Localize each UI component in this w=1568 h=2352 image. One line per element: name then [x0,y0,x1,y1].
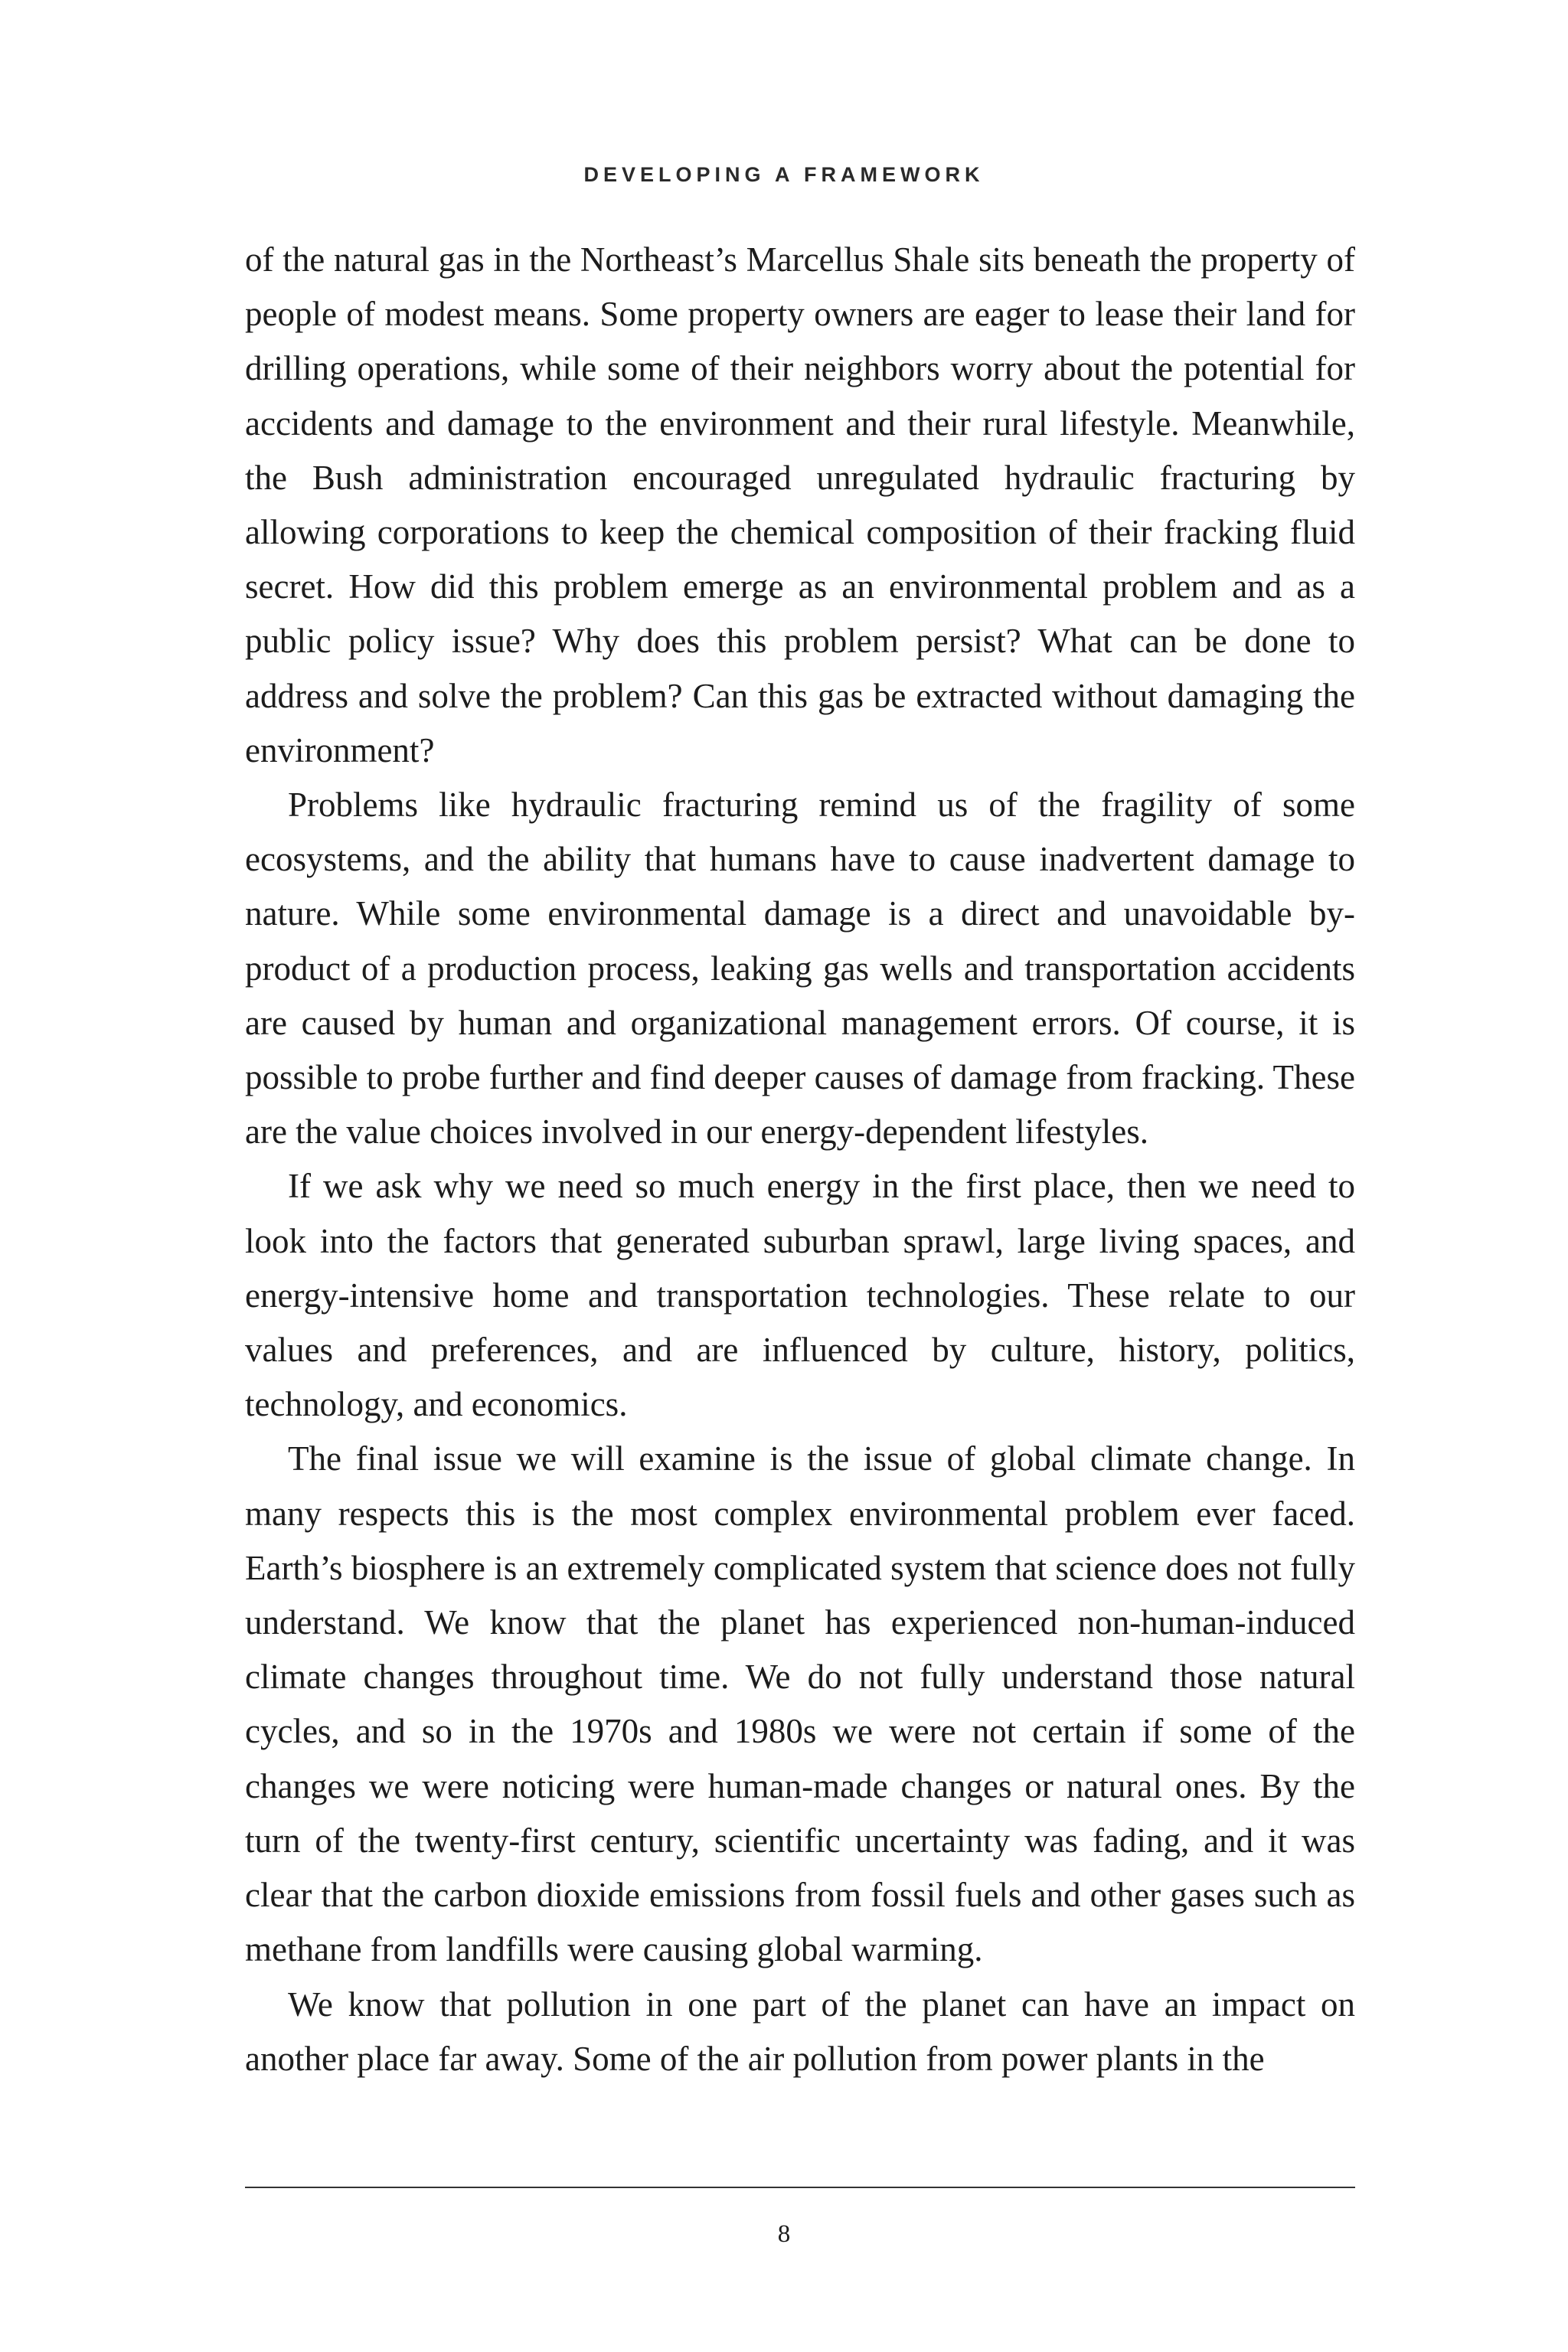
body-text [245,233,1355,2086]
paragraph-3: If we ask why we need so much energy in the first place, then we need to look into the factors that generated suburban sprawl, large living spaces, and energy-intensive home and transportation technologies. These relate to our values and preferences, and are influenced by culture, history, politics, technology, and economics. [245,1167,1355,1424]
paragraph-4: The final issue we will examine is the issue of global climate change. In many respects this is the most complex environmental problem ever faced. Earth’s biosphere is an extremely complicated system that science does not fully understand. We know that the planet has experienced non-human-induced climate changes throughout time. We do not fully understand those natural cycles, and so in the 1970s and 1980s we were not certain if some of the changes we were noticing were human-made changes or natural ones. By the turn of the twenty-first century, scientific uncertainty was fading, and it was clear that the carbon dioxide emissions from fossil fuels and other gases such as methane from landfills were causing global warming. [245,1439,1355,1969]
footer-divider [245,2187,1355,2188]
paragraph-2: Problems like hydraulic fracturing remind us of the fragility of some ecosystems, and the ability that humans have to cause inadvertent damage to nature. While some environmental damage is a direct and unavoidable by-product of a production process, leaking gas wells and transportation accidents are caused by human and organizational management errors. Of course, it is possible to probe further and find deeper causes of damage from fracking. These are the value choices involved in our energy-dependent lifestyles. [245,786,1355,1152]
paragraph-1: of the natural gas in the Northeast’s Marcellus Shale sits beneath the property of people of modest means. Some property owners are eager to lease their land for drilling operations, while some of their neighbors worry about the potential for accidents and damage to the environment and their rural lifestyle. Meanwhile, the Bush administration encouraged unregulated hydraulic fracturing by allowing corporations to keep the chemical composition of their fracking fluid secret. How did this problem emerge as an environmental problem and as a public policy issue? Why does this problem persist? What can be done to address and solve the problem? Can this gas be extracted without damaging the environment? [245,240,1355,769]
running-header: DEVELOPING A FRAMEWORK [583,163,985,186]
paragraph-5: We know that pollution in one part of the planet can have an impact on another place far away. Some of the air pollution from power plants in the [245,1984,1355,2078]
page-number: 8 [777,2220,791,2248]
